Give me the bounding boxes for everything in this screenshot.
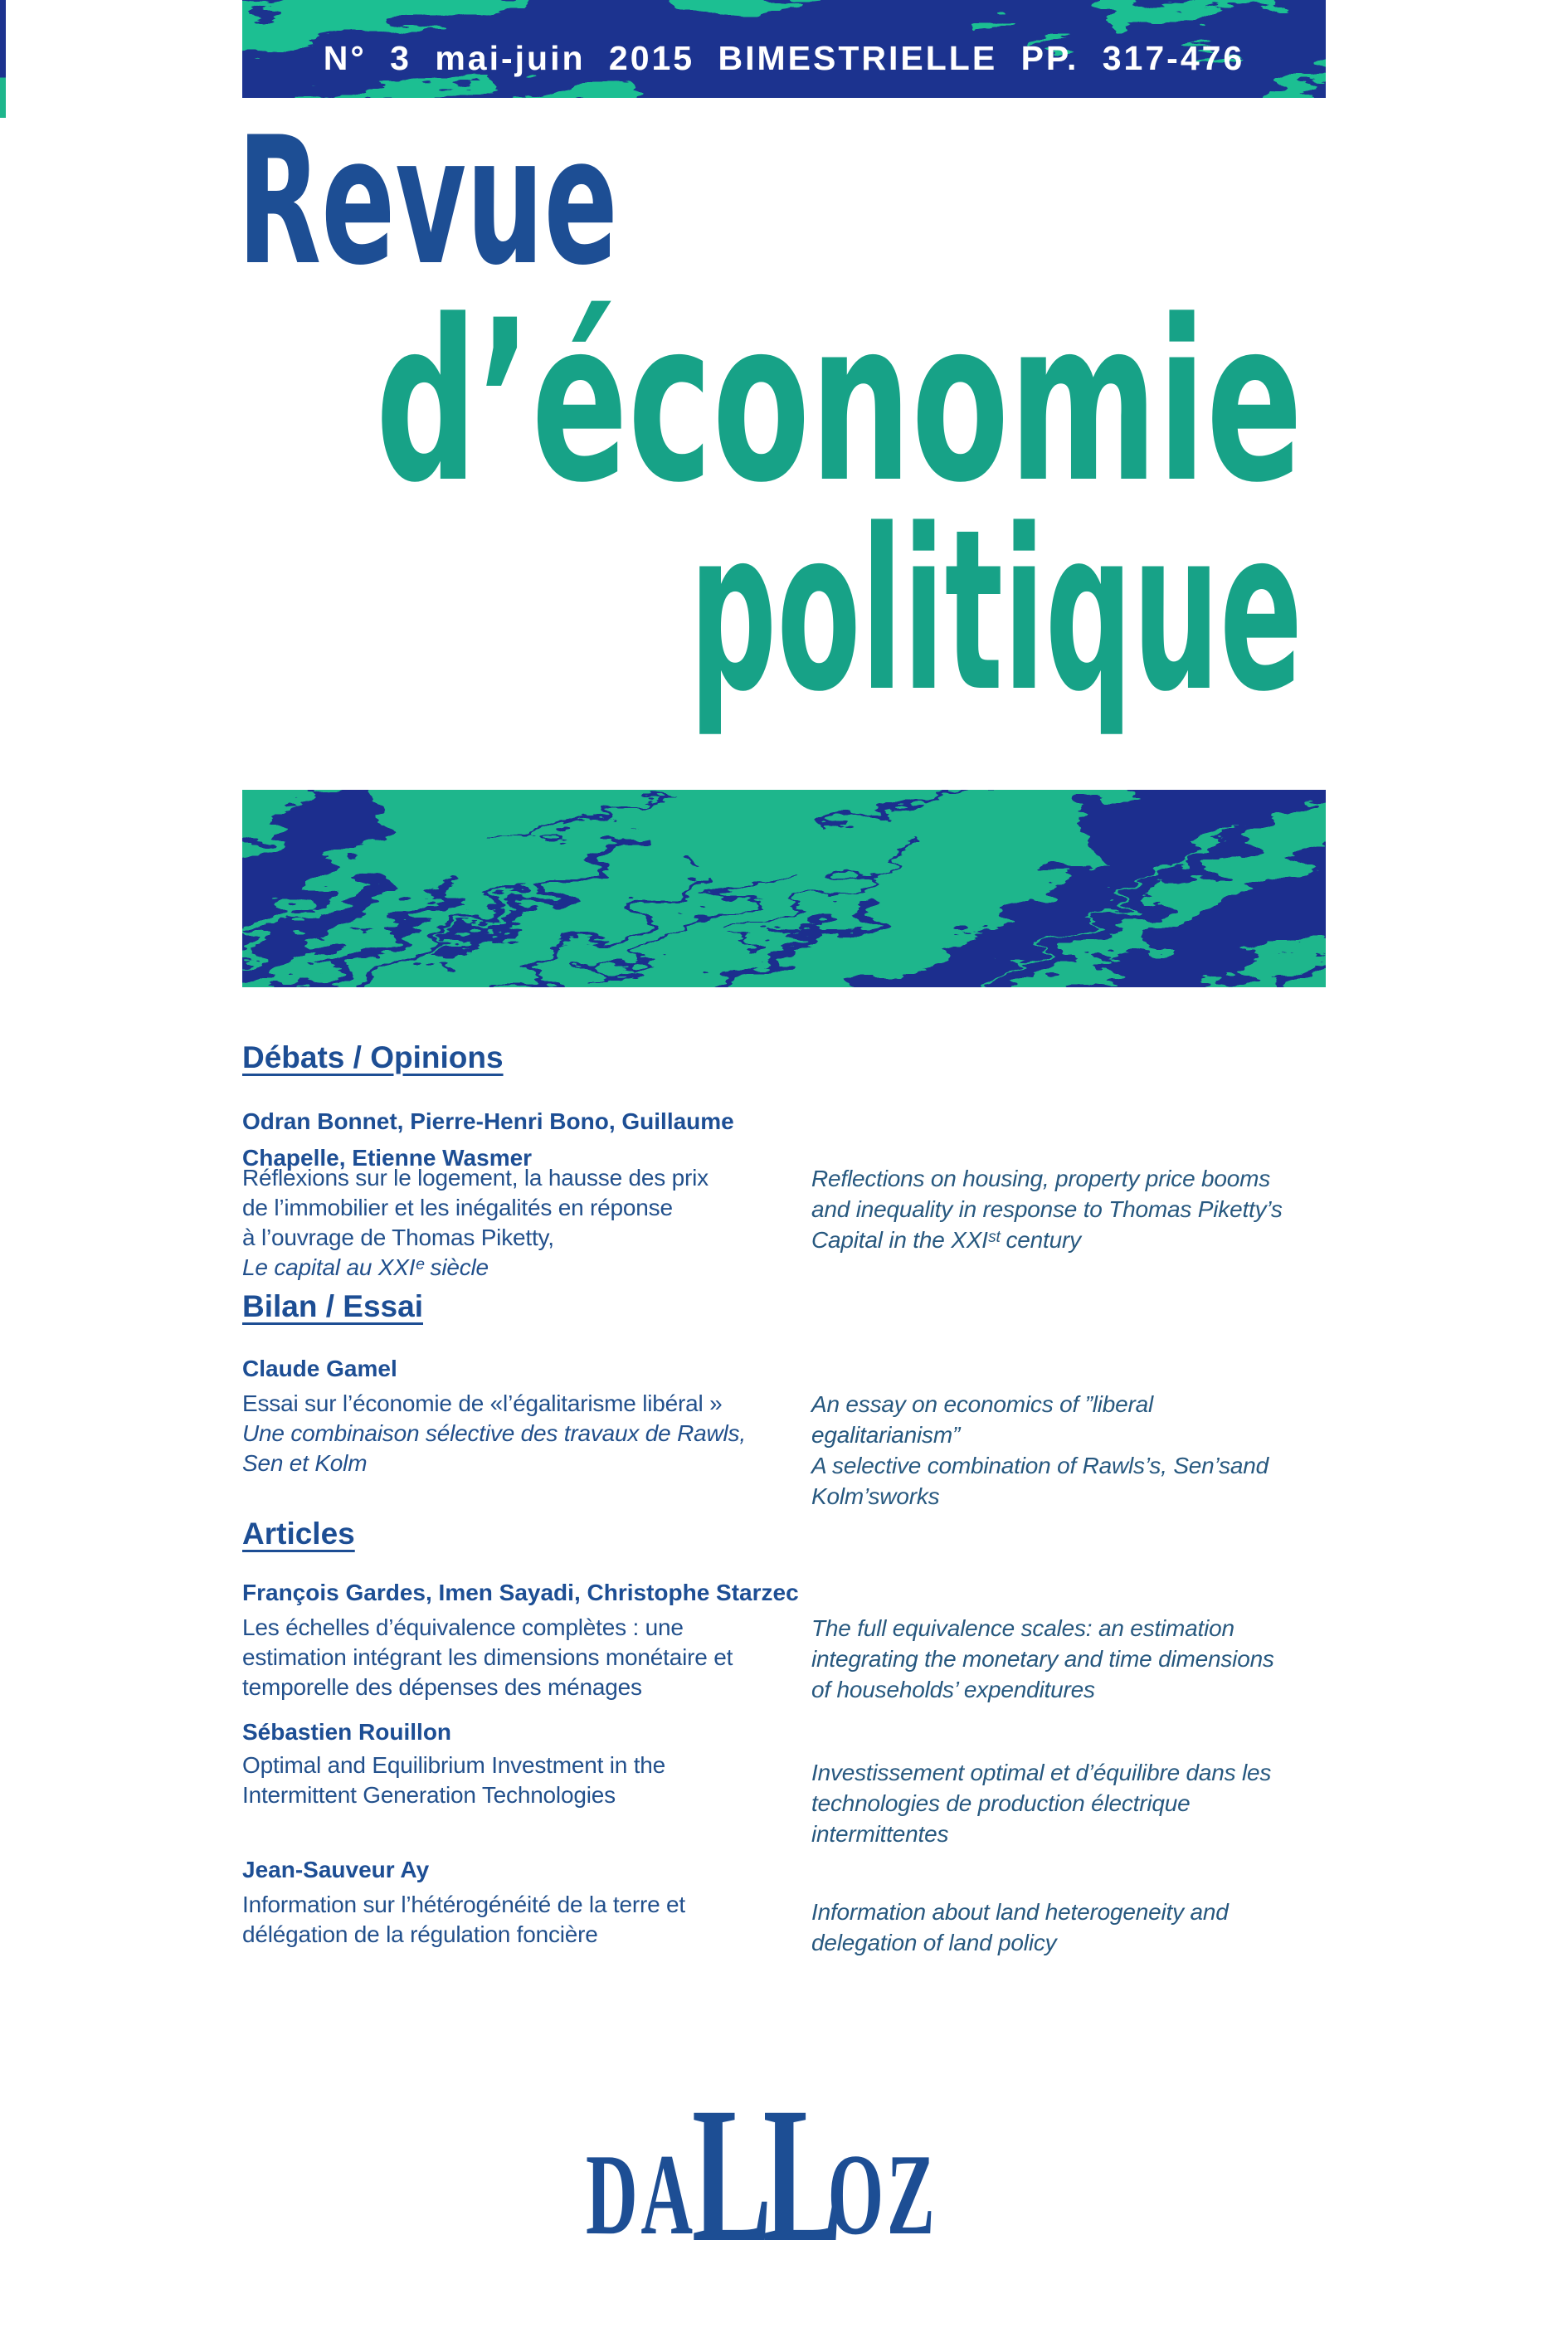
article-title-egalitarisme-fr [242, 1389, 746, 1478]
title-line-italic: Le capital au XXIᵉ siècle [242, 1254, 489, 1280]
authors-claude-gamel [242, 1351, 397, 1387]
translation-line: An essay on economics of ”liberal [811, 1391, 1154, 1417]
translation-line: intermittentes [811, 1821, 949, 1847]
translation-line: delegation of land policy [811, 1930, 1057, 1955]
authors-line: François Gardes, Imen Sayadi, Christophe Starzec [242, 1580, 799, 1605]
authors-line: Sébastien Rouillon [242, 1719, 452, 1745]
article-title-echelles-fr [242, 1613, 733, 1702]
marble-band [242, 790, 1326, 987]
translation-line: and inequality in response to Thomas Piketty’s [811, 1196, 1283, 1222]
title-line-italic: Une combinaison sélective des travaux de Rawls, [242, 1420, 746, 1446]
title-line: Optimal and Equilibrium Investment in the [242, 1752, 666, 1778]
article-title-investissement-fr [811, 1757, 1271, 1849]
masthead-line-politique: politique [689, 482, 1303, 741]
translation-line: Investissement optimal et d’équilibre dans les [811, 1760, 1272, 1785]
dalloz-logo-ll: LL [691, 2067, 835, 2282]
authors-line: Chapelle, Etienne Wasmer [242, 1145, 533, 1171]
translation-line: of households’ expenditures [811, 1677, 1095, 1702]
authors-sebastien-rouillon [242, 1714, 451, 1751]
title-line: Intermittent Generation Technologies [242, 1782, 616, 1808]
title-line: Information sur l’hétérogénéité de la terre et [242, 1892, 685, 1917]
article-title-terre-fr [242, 1890, 685, 1950]
title-line: à l’ouvrage de Thomas Piketty, [242, 1225, 554, 1250]
authors-line: Claude Gamel [242, 1356, 397, 1381]
title-line: temporelle des dépenses des ménages [242, 1674, 642, 1700]
translation-line: integrating the monetary and time dimensions [811, 1646, 1274, 1672]
dalloz-logo-da: DA [586, 2130, 696, 2259]
article-title-equivalence-en [811, 1613, 1274, 1705]
article-title-egalitarianism-en [811, 1389, 1269, 1512]
band-marble-texture [242, 790, 1326, 987]
authors-line: Jean-Sauveur Ay [242, 1857, 430, 1882]
issue-line: N° 3 mai-juin 2015 BIMESTRIELLE PP. 317-476 [323, 38, 1245, 77]
title-line: estimation intégrant les dimensions monétaire et [242, 1644, 733, 1670]
title-line-italic: Sen et Kolm [242, 1450, 368, 1476]
translation-line: Kolm’sworks [811, 1483, 940, 1509]
authors-gardes-sayadi-starzec [242, 1575, 799, 1611]
translation-line: Information about land heterogeneity and [811, 1899, 1229, 1925]
translation-line: The full equivalence scales: an estimation [811, 1615, 1234, 1641]
article-title-housing-en [811, 1163, 1283, 1255]
masthead-line-economie: d’économie [375, 273, 1303, 532]
title-line: de l’immobilier et les inégalités en réponse [242, 1195, 673, 1220]
section-heading-bilan-essai: Bilan / Essai [242, 1289, 423, 1323]
authors-jean-sauveur-ay [242, 1852, 429, 1888]
section-heading-debats-opinions: Débats / Opinions [242, 1040, 504, 1074]
dalloz-logo [586, 2067, 938, 2331]
title-line: Essai sur l’économie de «l’égalitarisme libéral » [242, 1390, 723, 1416]
translation-line: A selective combination of Rawls’s, Sen’sand [811, 1453, 1269, 1478]
spine-edge-strip [0, 0, 6, 118]
authors-line: Odran Bonnet, Pierre-Henri Bono, Guillaume [242, 1108, 734, 1134]
translation-line: Capital in the XXIˢᵗ century [811, 1227, 1081, 1253]
translation-line: Reflections on housing, property price booms [811, 1166, 1271, 1191]
dalloz-logo-oz: OZ [827, 2130, 938, 2259]
title-line: Les échelles d’équivalence complètes : une [242, 1614, 684, 1640]
translation-line: technologies de production électrique [811, 1790, 1191, 1816]
article-title-housing-fr [242, 1163, 709, 1283]
article-title-land-en [811, 1897, 1229, 1958]
title-line: délégation de la régulation foncière [242, 1921, 598, 1947]
issue-banner [242, 0, 1326, 98]
translation-line: egalitarianism” [811, 1422, 961, 1448]
masthead-line-revue: Revue [237, 99, 618, 304]
article-title-investment-en [242, 1751, 665, 1810]
title-line: Réflexions sur le logement, la hausse des prix [242, 1165, 709, 1191]
section-heading-articles: Articles [242, 1517, 355, 1551]
